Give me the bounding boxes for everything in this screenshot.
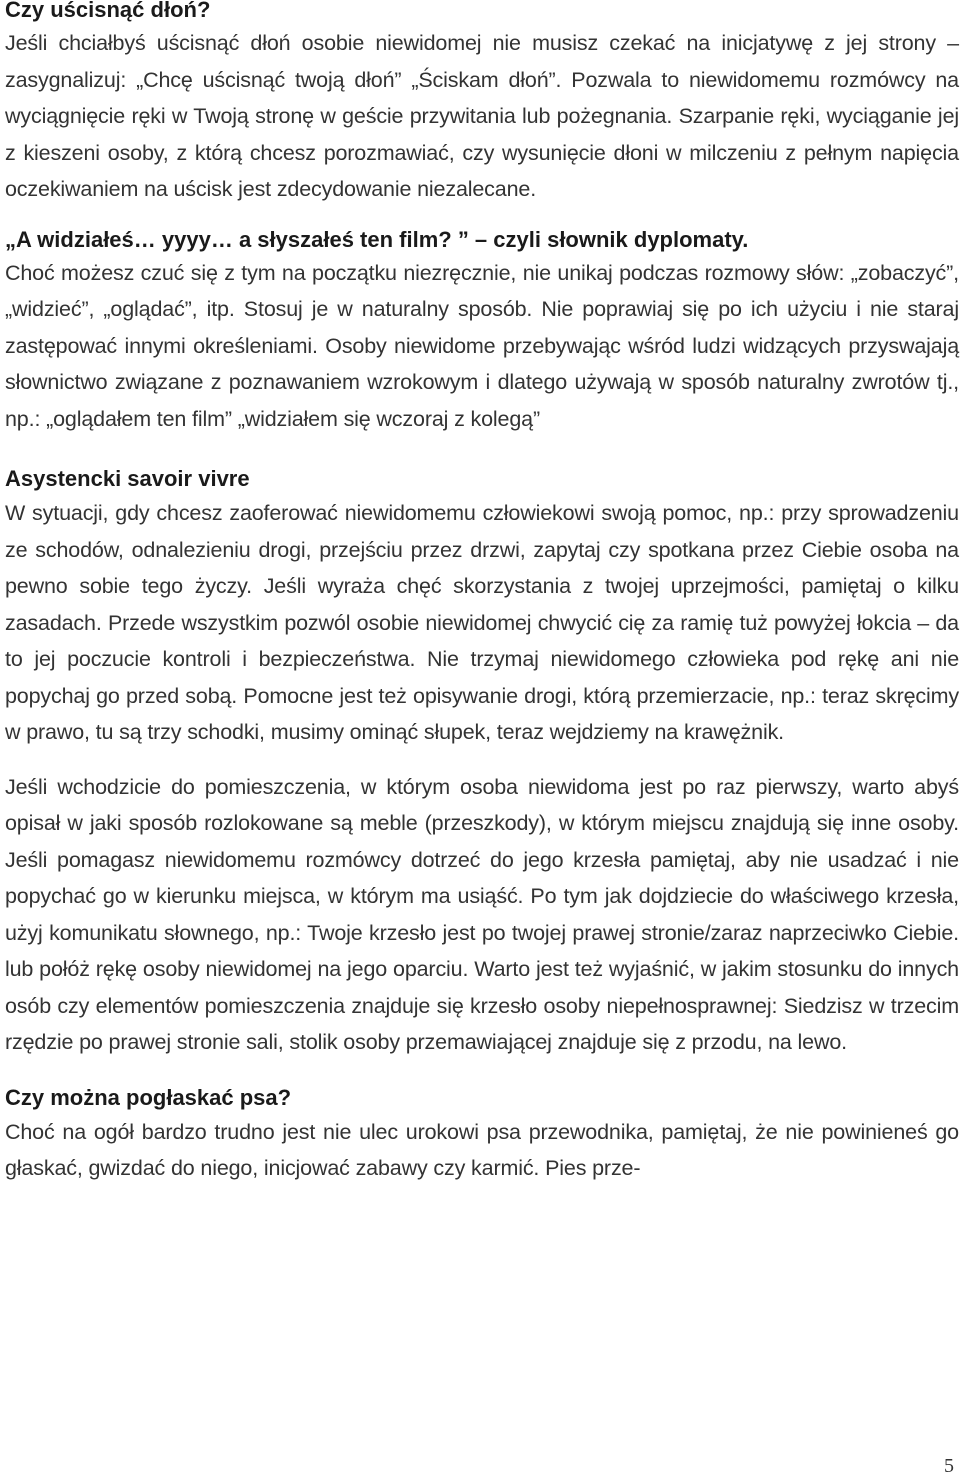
- section-heading-vocabulary: „A widziałeś… yyyy… a słyszałeś ten film? ” – czyli słownik dyplomaty.: [5, 226, 749, 252]
- paragraph-assistant-1: W sytuacji, gdy chcesz zaoferować niewidomemu człowiekowi swoją pomoc, np.: przy sprowadzeniu ze schodów, odnalezieniu drogi, przejściu przez drzwi, zapytaj czy spotkana przez Ciebie osoba na pewno sobie tego życzy. Jeśli wyraża chęć skorzystania z twojej uprzejmości, pamiętaj o kilku zasadach. Przede wszystkim pozwól osobie niewidomej chwycić cię za ramię tuż powyżej łokcia – da to jej poczucie kontroli i bezpieczeństwa. Nie trzymaj niewidomego człowieka pod rękę ani nie popychaj go przed sobą. Pomocne jest też opisywanie drogi, którą przemierzacie, np.: teraz skręcimy w prawo, tu są trzy schodki, musimy ominąć słupek, teraz wejdziemy na krawężnik.: [5, 501, 959, 744]
- section-heading-guide-dog: Czy można pogłaskać psa?: [5, 1084, 292, 1110]
- paragraph-vocabulary: Choć możesz czuć się z tym na początku niezręcznie, nie unikaj podczas rozmowy słów: „zobaczyć”, „widzieć”, „oglądać”, itp. Stosuj je w naturalny sposób. Nie poprawiaj się po ich użyciu i nie staraj zastępować innymi określeniami. Osoby niewidome przebywając wśród ludzi widzących przyswajają słownictwo związane z poznawaniem wzrokowym i dlatego używają w sposób naturalny zwrotów tj., np.: „oglądałem ten film” „widziałem się wczoraj z kolegą”: [5, 260, 959, 431]
- document-page: [5, 0, 959, 1187]
- page-number: 5: [944, 1455, 954, 1477]
- paragraph-handshake: Jeśli chciałbyś uścisnąć dłoń osobie niewidomej nie musisz czekać na inicjatywę z jej strony – zasygnalizuj: „Chcę uścisnąć twoją dłoń” „Ściskam dłoń”. Pozwala to niewidomemu rozmówcy na wyciągnięcie ręki w Twoją stronę w geście przywitania lub pożegnania. Szarpanie ręki, wyciąganie jej z kieszeni osoby, z którą chcesz porozmawiać, czy wysunięcie dłoni w milczeniu z pełnym napięcia oczekiwaniem na uścisk jest zdecydowanie niezalecane.: [5, 31, 959, 201]
- section-heading-handshake: Czy uścisnąć dłoń?: [5, 0, 211, 22]
- paragraph-guide-dog: Choć na ogół bardzo trudno jest nie ulec urokowi psa przewodnika, pamiętaj, że nie powinieneś go głaskać, gwizdać do niego, inicjować zabawy czy karmić. Pies prze-: [5, 1119, 959, 1180]
- paragraph-assistant-2: Jeśli wchodzicie do pomieszczenia, w którym osoba niewidoma jest po raz pierwszy, warto abyś opisał w jaki sposób rozlokowane są meble (przeszkody), w którym miejscu znajdują się inne osoby. Jeśli pomagasz niewidomemu rozmówcy dotrzeć do jego krzesła pamiętaj, aby nie usadzać i nie popychać go w kierunku miejsca, w którym ma usiąść. Po tym jak dojdziecie do właściwego krzesła, użyj komunikatu słownego, np.: Twoje krzesło jest po twojej prawej stronie/zaraz naprzeciwko Ciebie. lub połóż rękę osoby niewidomej na jego oparciu. Warto jest też wyjaśnić, w jakim stosunku do innych osób czy elementów pomieszczenia znajduje się krzesło osoby niepełnosprawnej: Siedzisz w trzecim rzędzie po prawej stronie sali, stolik osoby przemawiającej znajduje się z przodu, na lewo.: [5, 774, 959, 1054]
- section-heading-assistant: Asystencki savoir vivre: [5, 466, 250, 491]
